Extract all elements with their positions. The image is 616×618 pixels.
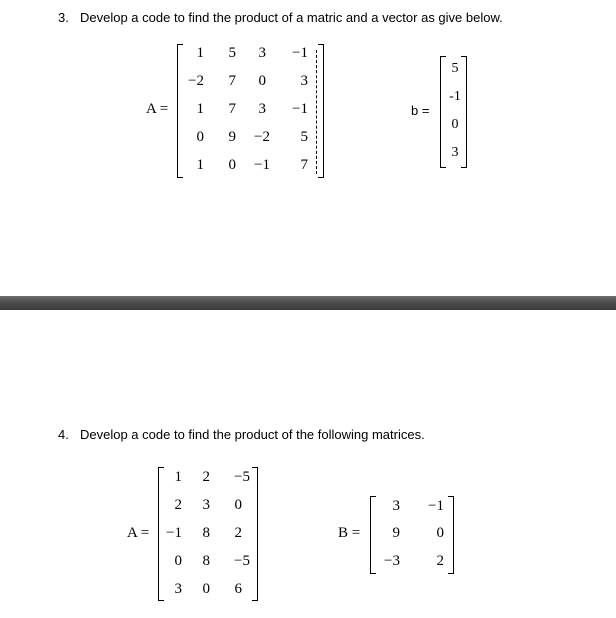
matrix-a-cell: 0 <box>258 73 266 89</box>
matrix-a-cell: 2 <box>234 525 242 541</box>
matrix-a-cell: 0 <box>234 497 242 513</box>
matrix-a-cell: 2 <box>174 497 182 513</box>
section-divider <box>0 296 616 310</box>
matrix-a-cell: 1 <box>196 45 204 61</box>
matrix-a-label: A = <box>146 101 169 117</box>
matrix-a-cell: 2 <box>202 469 210 485</box>
matrix-a-right-bracket <box>252 467 258 601</box>
matrix-a-cell: 7 <box>228 101 236 117</box>
matrix-a-cell: −1 <box>292 45 308 61</box>
matrix-a-cell: 3 <box>202 497 210 513</box>
matrix-a-cell: 3 <box>258 45 266 61</box>
matrix-a-cell: 1 <box>196 157 204 173</box>
matrix-a-cell: 0 <box>196 129 204 145</box>
matrix-b-cell: 3 <box>392 498 400 514</box>
matrix-a-cell: −2 <box>254 129 270 145</box>
vector-b-cell: 3 <box>451 145 459 160</box>
matrix-a-cell: −5 <box>234 469 250 485</box>
matrix-a-cell: 8 <box>202 553 210 569</box>
matrix-a-cell: 9 <box>228 129 236 145</box>
matrix-a-cell: 7 <box>300 157 308 173</box>
matrix-a-cell: −1 <box>166 525 182 541</box>
matrix-b-right-bracket <box>448 496 454 574</box>
matrix-a-cell: −1 <box>254 157 270 173</box>
matrix-a-cell: 5 <box>228 45 236 61</box>
matrix-a-cell: −5 <box>234 553 250 569</box>
vector-b-cell: 0 <box>451 117 459 132</box>
matrix-b-cell: −3 <box>384 553 400 569</box>
problem-3-heading <box>58 10 503 25</box>
problem-4-text: Develop a code to find the product of the following matrices. <box>80 427 425 442</box>
matrix-b-cell: 2 <box>436 553 444 569</box>
matrix-a-cell: 6 <box>234 581 242 597</box>
matrix-a-cell: 1 <box>196 101 204 117</box>
matrix-a-cell: −1 <box>292 101 308 117</box>
matrix-a-right-bracket <box>318 44 324 178</box>
matrix-a-label: A = <box>127 525 150 541</box>
vector-b-cell: 5 <box>451 61 459 76</box>
matrix-b-cell: 9 <box>392 525 400 541</box>
matrix-a-cell: 0 <box>228 157 236 173</box>
matrix-a-cell: 7 <box>228 73 236 89</box>
matrix-a-cell: −2 <box>188 73 204 89</box>
matrix-a-cell: 3 <box>174 581 182 597</box>
matrix-a-cell: 1 <box>174 469 182 485</box>
matrix-a-cell: 8 <box>202 525 210 541</box>
problem-4-number: 4. <box>58 427 69 442</box>
matrix-a-dashed-guide <box>316 50 317 174</box>
matrix-b-cell: −1 <box>428 498 444 514</box>
matrix-a-cell: 3 <box>300 73 308 89</box>
vector-b-label: b = <box>411 103 430 118</box>
matrix-a-cell: 0 <box>174 553 182 569</box>
problem-3-number: 3. <box>58 10 69 25</box>
problem-3-text: Develop a code to find the product of a matric and a vector as give below. <box>80 10 503 25</box>
matrix-a-cell: 3 <box>258 101 266 117</box>
matrix-a-cell: 5 <box>300 129 308 145</box>
matrix-a-cell: 0 <box>202 581 210 597</box>
matrix-b-cell: 0 <box>436 525 444 541</box>
vector-b-cell: -1 <box>449 89 461 104</box>
problem-4-heading <box>58 427 425 442</box>
matrix-b-label: B = <box>338 525 361 541</box>
